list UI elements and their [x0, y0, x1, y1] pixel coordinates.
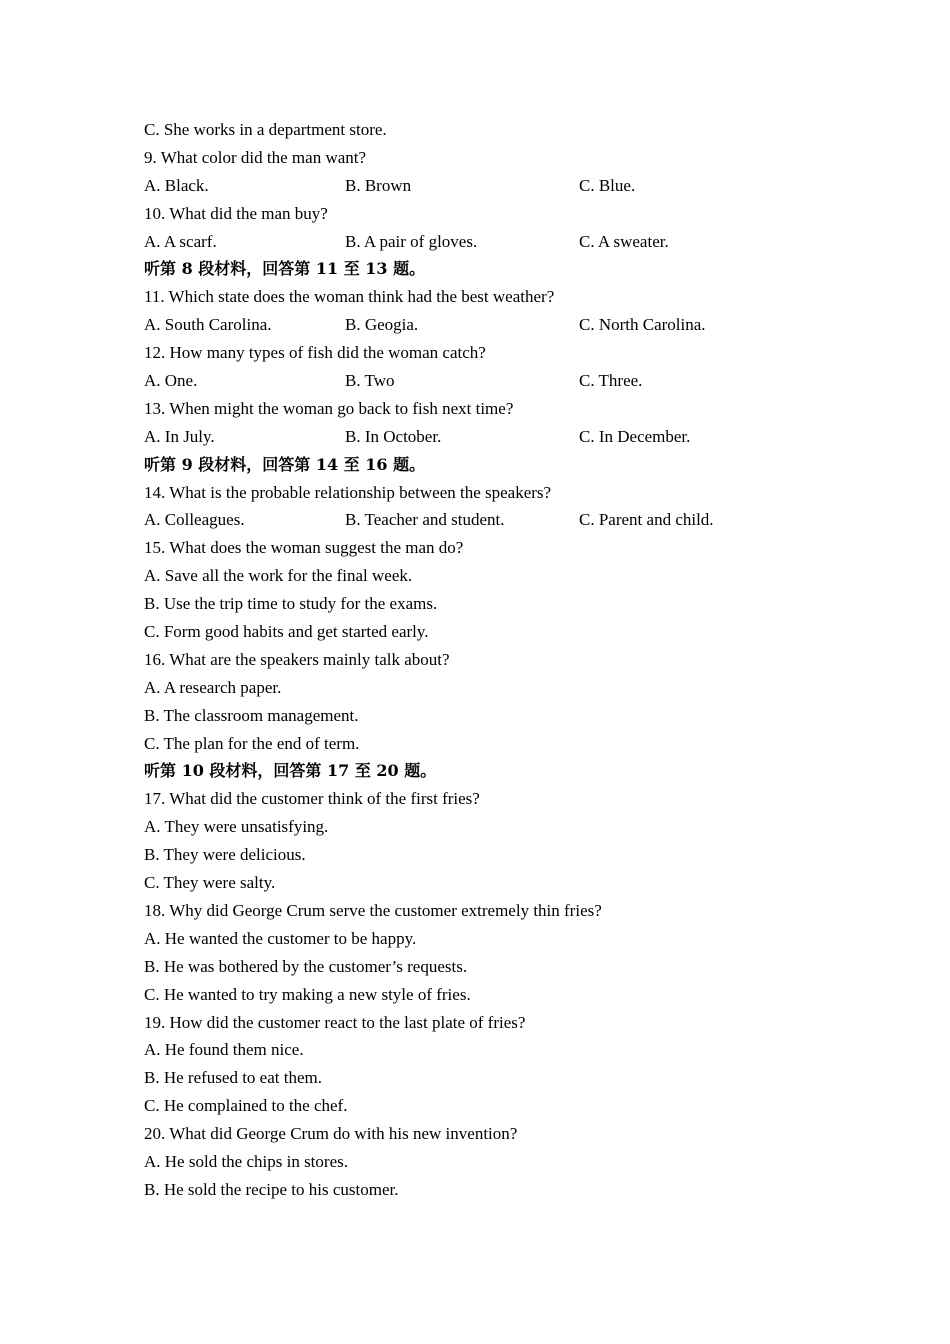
option-row: [144, 228, 904, 256]
answer-option: A. He sold the chips in stores.: [144, 1151, 348, 1171]
answer-option: B. Use the trip time to study for the exams.: [144, 594, 438, 614]
answer-option: A. They were unsatisfying.: [144, 817, 329, 837]
question-text: 19. How did the customer react to the last plate of fries?: [144, 1012, 526, 1032]
option-row: [144, 423, 904, 451]
answer-option: C. He complained to the chef.: [144, 1096, 348, 1116]
section-heading: 听第 10 段材料，回答第 17 至 20 题。: [144, 761, 437, 781]
answer-option: B. He was bothered by the customer’s requests.: [144, 956, 468, 976]
answer-option: B. Brown: [345, 175, 412, 195]
answer-option: C. Parent and child.: [579, 510, 714, 530]
exam-page-content: [144, 116, 904, 1204]
answer-option: C. Form good habits and get started early.: [144, 622, 429, 642]
question-text: 14. What is the probable relationship between the speakers?: [144, 482, 552, 502]
answer-option: A. He found them nice.: [144, 1040, 304, 1060]
answer-option: C. A sweater.: [579, 231, 669, 251]
answer-option: B. Teacher and student.: [345, 510, 505, 530]
question-text: 17. What did the customer think of the first fries?: [144, 789, 480, 809]
answer-option: A. South Carolina.: [144, 315, 272, 335]
answer-option: C. The plan for the end of term.: [144, 733, 360, 753]
answer-option: C. In December.: [579, 426, 691, 446]
question-text: 10. What did the man buy?: [144, 203, 328, 223]
answer-option: C. Three.: [579, 371, 643, 391]
question-text: 15. What does the woman suggest the man do?: [144, 538, 464, 558]
answer-option: A. In July.: [144, 426, 215, 446]
section-heading: 听第 8 段材料，回答第 11 至 13 题。: [144, 259, 426, 279]
option-row: [144, 506, 904, 534]
option-row: [144, 367, 904, 395]
answer-option: B. In October.: [345, 426, 442, 446]
answer-option: B. Geogia.: [345, 315, 419, 335]
answer-option: B. The classroom management.: [144, 705, 359, 725]
answer-option: C. She works in a department store.: [144, 120, 387, 139]
question-text: 16. What are the speakers mainly talk about?: [144, 649, 450, 669]
answer-option: B. He refused to eat them.: [144, 1068, 322, 1088]
answer-option: A. Save all the work for the final week.: [144, 566, 413, 586]
answer-option: A. He wanted the customer to be happy.: [144, 928, 417, 948]
answer-option: A. A research paper.: [144, 677, 282, 697]
question-text: 13. When might the woman go back to fish next time?: [144, 398, 514, 418]
option-row: [144, 311, 904, 339]
question-text: 11. Which state does the woman think had the best weather?: [144, 287, 555, 307]
answer-option: A. Colleagues.: [144, 510, 245, 530]
answer-option: A. A scarf.: [144, 231, 217, 251]
answer-option: C. Blue.: [579, 175, 636, 195]
question-text: 18. Why did George Crum serve the customer extremely thin fries?: [144, 900, 602, 920]
answer-option: C. He wanted to try making a new style of fries.: [144, 984, 471, 1004]
answer-option: B. They were delicious.: [144, 845, 306, 865]
answer-option: C. They were salty.: [144, 873, 276, 893]
answer-option: C. North Carolina.: [579, 315, 706, 335]
option-row: [144, 172, 904, 200]
answer-option: B. Two: [345, 371, 395, 391]
answer-option: A. Black.: [144, 175, 209, 195]
question-text: 9. What color did the man want?: [144, 147, 367, 167]
answer-option: A. One.: [144, 371, 198, 391]
answer-option: B. A pair of gloves.: [345, 231, 478, 251]
question-text: 12. How many types of fish did the woman catch?: [144, 343, 486, 363]
answer-option: B. He sold the recipe to his customer.: [144, 1179, 399, 1199]
question-text: 20. What did George Crum do with his new invention?: [144, 1124, 518, 1144]
section-heading: 听第 9 段材料，回答第 14 至 16 题。: [144, 454, 426, 474]
